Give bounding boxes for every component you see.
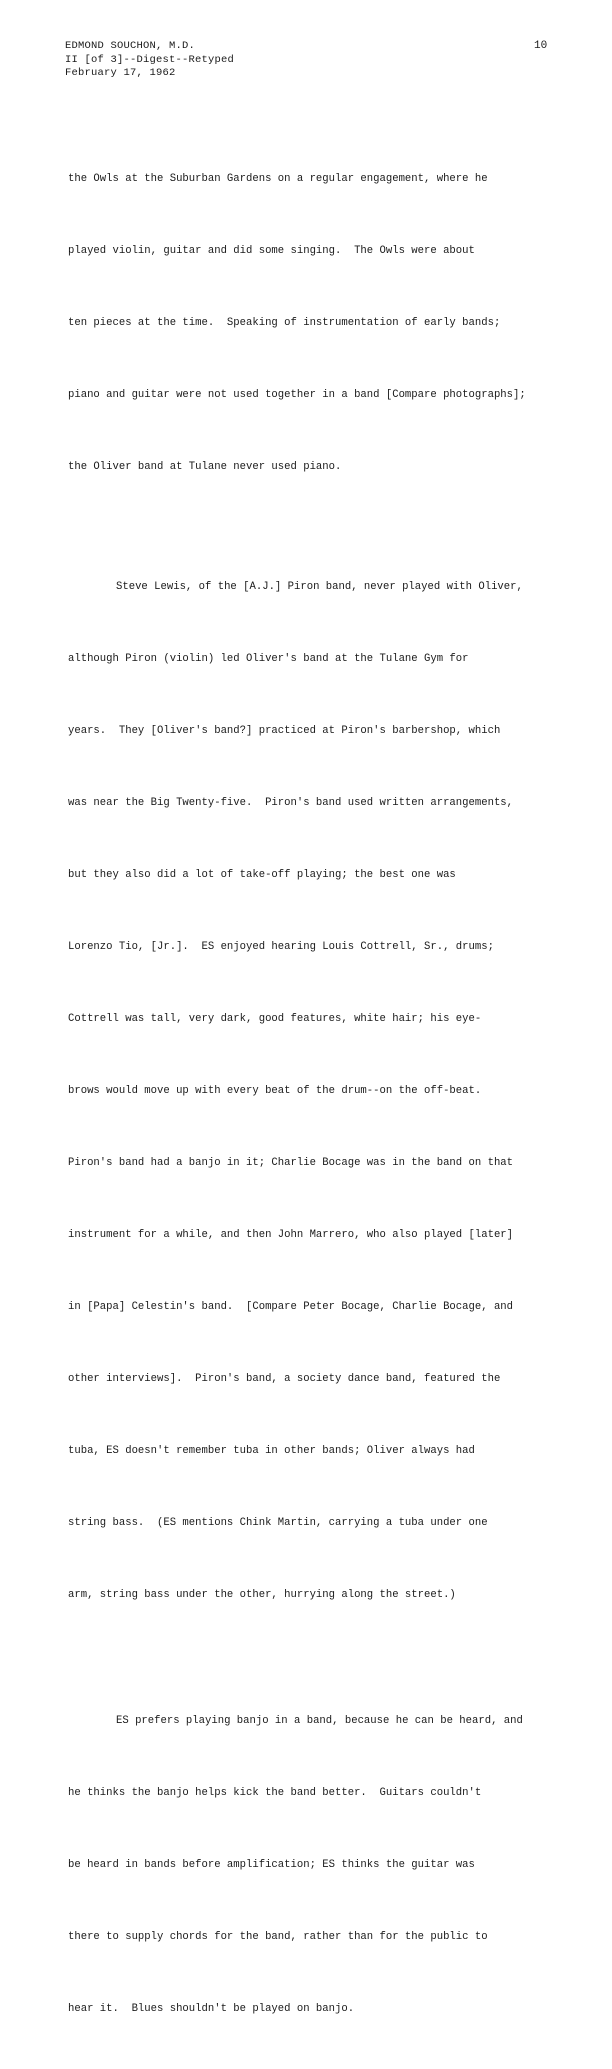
text-line: piano and guitar were not used together in a band [Compare photographs]; (68, 389, 526, 401)
text-line: ten pieces at the time. Speaking of instrumentation of early bands; (68, 317, 501, 329)
text-line: string bass. (ES mentions Chink Martin, carrying a tuba under one (68, 1517, 488, 1529)
text-line: Piron's band had a banjo in it; Charlie Bocage was in the band on that (68, 1157, 514, 1169)
page-number: 10 (534, 40, 548, 52)
document-header (65, 40, 234, 81)
reel-info: II [of 3]--Digest--Retyped (65, 53, 235, 66)
text-line: brows would move up with every beat of the drum--on the off-beat. (68, 1085, 482, 1097)
text-line: be heard in bands before amplification; ES thinks the guitar was (68, 1859, 475, 1871)
paragraph-first-line: ES prefers playing banjo in a band, because he can be heard, and (116, 1715, 523, 1727)
text-line: Lorenzo Tio, [Jr.]. ES enjoyed hearing Louis Cottrell, Sr., drums; (68, 941, 494, 953)
document-body (68, 95, 588, 2069)
paragraph-first-line: Steve Lewis, of the [A.J.] Piron band, never played with Oliver, (116, 581, 523, 593)
text-line: instrument for a while, and then John Marrero, who also played [later] (68, 1229, 514, 1241)
text-line: the Oliver band at Tulane never used piano. (68, 461, 342, 473)
text-line: the Owls at the Suburban Gardens on a regular engagement, where he (68, 173, 488, 185)
text-line: years. They [Oliver's band?] practiced at Piron's barbershop, which (68, 725, 501, 737)
text-line: other interviews]. Piron's band, a society dance band, featured the (68, 1373, 501, 1385)
text-line: hear it. Blues shouldn't be played on banjo. (68, 2003, 355, 2015)
interview-date: February 17, 1962 (65, 67, 176, 79)
text-line: although Piron (violin) led Oliver's band at the Tulane Gym for (68, 653, 469, 665)
text-line: there to supply chords for the band, rather than for the public to (68, 1931, 488, 1943)
text-line: was near the Big Twenty-five. Piron's band used written arrangements, (68, 797, 514, 809)
text-line: played violin, guitar and did some singing. The Owls were about (68, 245, 475, 257)
text-line: arm, string bass under the other, hurrying along the street.) (68, 1589, 456, 1601)
text-line: he thinks the banjo helps kick the band better. Guitars couldn't (68, 1787, 482, 1799)
text-line: but they also did a lot of take-off playing; the best one was (68, 869, 456, 881)
interviewee-name: EDMOND SOUCHON, M.D. (65, 40, 196, 52)
text-line: tuba, ES doesn't remember tuba in other bands; Oliver always had (68, 1445, 475, 1457)
text-line: in [Papa] Celestin's band. [Compare Peter Bocage, Charlie Bocage, and (68, 1301, 514, 1313)
text-line: Cottrell was tall, very dark, good features, white hair; his eye- (68, 1013, 482, 1025)
